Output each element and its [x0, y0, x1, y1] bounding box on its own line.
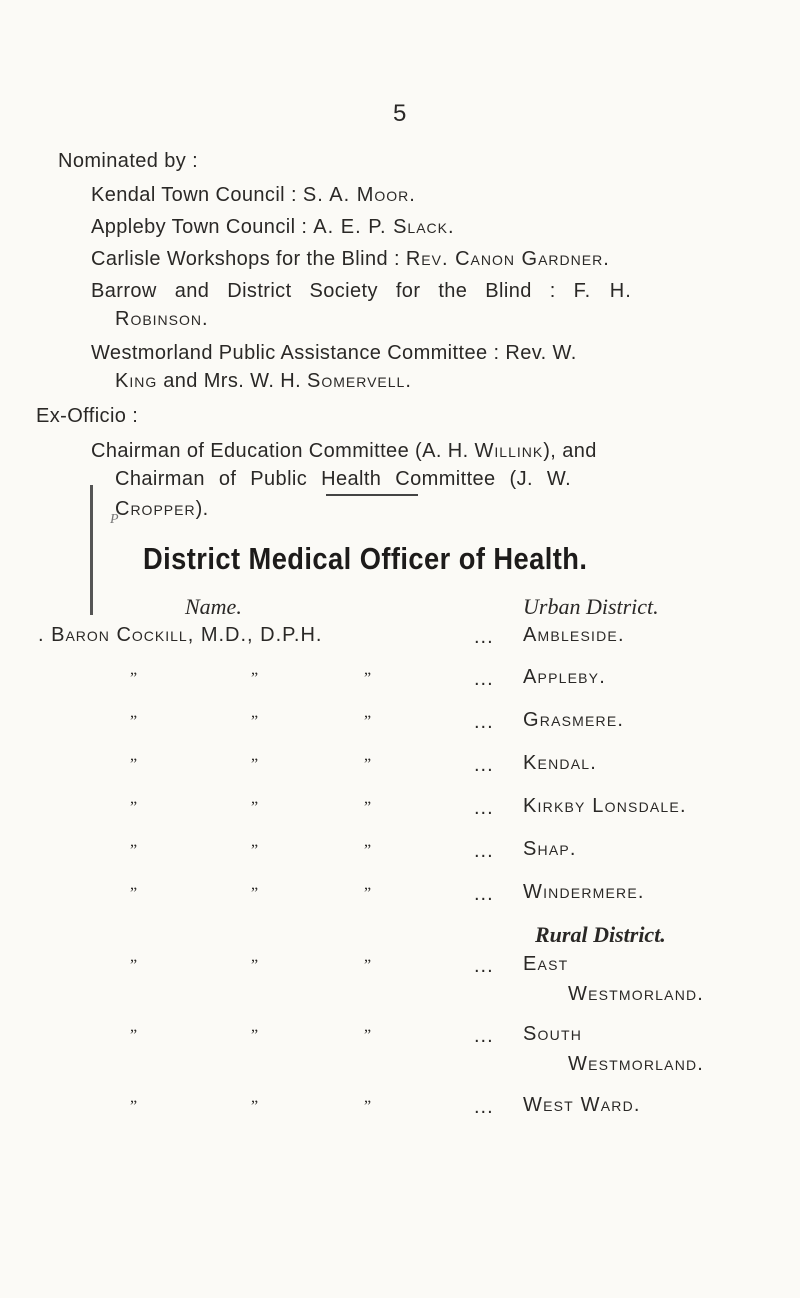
ditto-mark: ”	[251, 842, 258, 859]
ex-officio-text: ).	[195, 498, 209, 520]
ditto-mark: ”	[364, 842, 371, 859]
section-divider	[326, 494, 418, 496]
nominee-line-2	[91, 216, 455, 239]
nominee-line-5	[115, 308, 209, 331]
section-title: District Medical Officer of Health.	[143, 541, 588, 576]
nominee-name: Robinson.	[115, 308, 209, 330]
ditto-mark: ”	[130, 885, 137, 902]
nominator: Kendal Town Council :	[91, 184, 303, 206]
ditto-mark: ”	[251, 756, 258, 773]
ditto-mark: ”	[130, 799, 137, 816]
leader-dots: ...	[474, 883, 494, 905]
nominee-line-7	[115, 370, 412, 393]
ex-officio-line-1	[91, 440, 597, 463]
leader-dots: ...	[474, 840, 494, 862]
urban-district-header: Urban District.	[523, 594, 659, 619]
leader-dots: ...	[474, 1096, 494, 1118]
ditto-mark: ”	[130, 957, 137, 974]
nominee-name: F. H.	[573, 280, 632, 302]
urban-district: Windermere.	[523, 881, 645, 903]
leader-dots: ...	[474, 955, 494, 977]
leader-dots: ...	[474, 1025, 494, 1047]
name-column-header: Name.	[185, 594, 242, 619]
ex-officio-heading: Ex-Officio :	[36, 405, 139, 427]
nominator: Appleby Town Council :	[91, 216, 314, 238]
nominee-line-1	[91, 184, 416, 207]
ditto-mark: ”	[251, 799, 258, 816]
ditto-mark: ”	[364, 799, 371, 816]
urban-district: Appleby.	[523, 666, 606, 688]
officer-name: . Baron Cockill, M.D., D.P.H.	[38, 624, 323, 646]
margin-bar	[90, 485, 93, 615]
page-number: 5	[393, 100, 407, 127]
nominator: Barrow and District Society for the Blind :	[91, 280, 574, 302]
leader-dots: ...	[474, 797, 494, 819]
rural-district: South	[523, 1023, 583, 1045]
ditto-mark: ”	[130, 842, 137, 859]
urban-district: Ambleside.	[523, 624, 625, 646]
ditto-mark: ”	[251, 885, 258, 902]
margin-mark: P	[110, 512, 119, 527]
nominee-name-2: Somervell.	[307, 370, 412, 392]
ditto-mark: ”	[364, 1027, 371, 1044]
ditto-mark: ”	[251, 957, 258, 974]
rural-district: East	[523, 953, 569, 975]
ditto-mark: ”	[251, 1098, 258, 1115]
nominee-line-4	[91, 280, 632, 303]
nominee-line-6	[91, 342, 577, 365]
ex-officio-name: Willink	[474, 440, 544, 462]
urban-district: Kirkby Lonsdale.	[523, 795, 687, 817]
ditto-mark: ”	[130, 756, 137, 773]
ditto-mark: ”	[364, 670, 371, 687]
nominee-name: A. E. P. Slack.	[313, 216, 455, 238]
ditto-mark: ”	[364, 713, 371, 730]
nominator: Carlisle Workshops for the Blind :	[91, 248, 406, 270]
ditto-mark: ”	[251, 670, 258, 687]
nominated-heading: Nominated by :	[58, 150, 199, 172]
leader-dots: ...	[474, 754, 494, 776]
nominee-rest: and Mrs. W. H.	[157, 370, 307, 392]
ditto-mark: ”	[364, 885, 371, 902]
rural-district-line-2: Westmorland.	[568, 1053, 705, 1075]
rural-district: West Ward.	[523, 1094, 641, 1116]
ditto-mark: ”	[364, 1098, 371, 1115]
urban-district: Grasmere.	[523, 709, 625, 731]
ditto-mark: ”	[364, 756, 371, 773]
nominee-name: King	[115, 370, 158, 392]
ex-officio-text: Chairman of Education Committee (A. H.	[91, 440, 475, 462]
rural-district-line-2: Westmorland.	[568, 983, 705, 1005]
leader-dots: ...	[474, 711, 494, 733]
ditto-mark: ”	[251, 713, 258, 730]
ditto-mark: ”	[130, 670, 137, 687]
nominee-name: S. A. Moor.	[302, 184, 416, 206]
leader-dots: ...	[474, 668, 494, 690]
rural-district-header: Rural District.	[535, 922, 666, 947]
nominee-line-3	[91, 248, 610, 271]
ditto-mark: ”	[130, 713, 137, 730]
ex-officio-name: Cropper	[115, 498, 196, 520]
nominee-name: Rev. Canon Gardner.	[405, 248, 610, 270]
nominee-name: Rev. W.	[505, 342, 577, 364]
nominator: Westmorland Public Assistance Committee :	[91, 342, 506, 364]
urban-district: Shap.	[523, 838, 577, 860]
leader-dots: ...	[474, 626, 494, 648]
ditto-mark: ”	[251, 1027, 258, 1044]
ex-officio-text: ), and	[543, 440, 597, 462]
ditto-mark: ”	[130, 1098, 137, 1115]
ditto-mark: ”	[130, 1027, 137, 1044]
ex-officio-line-3	[115, 498, 209, 521]
ditto-mark: ”	[364, 957, 371, 974]
urban-district: Kendal.	[523, 752, 597, 774]
ex-officio-line-2: Chairman of Public Health Committee (J. W.	[115, 468, 572, 490]
